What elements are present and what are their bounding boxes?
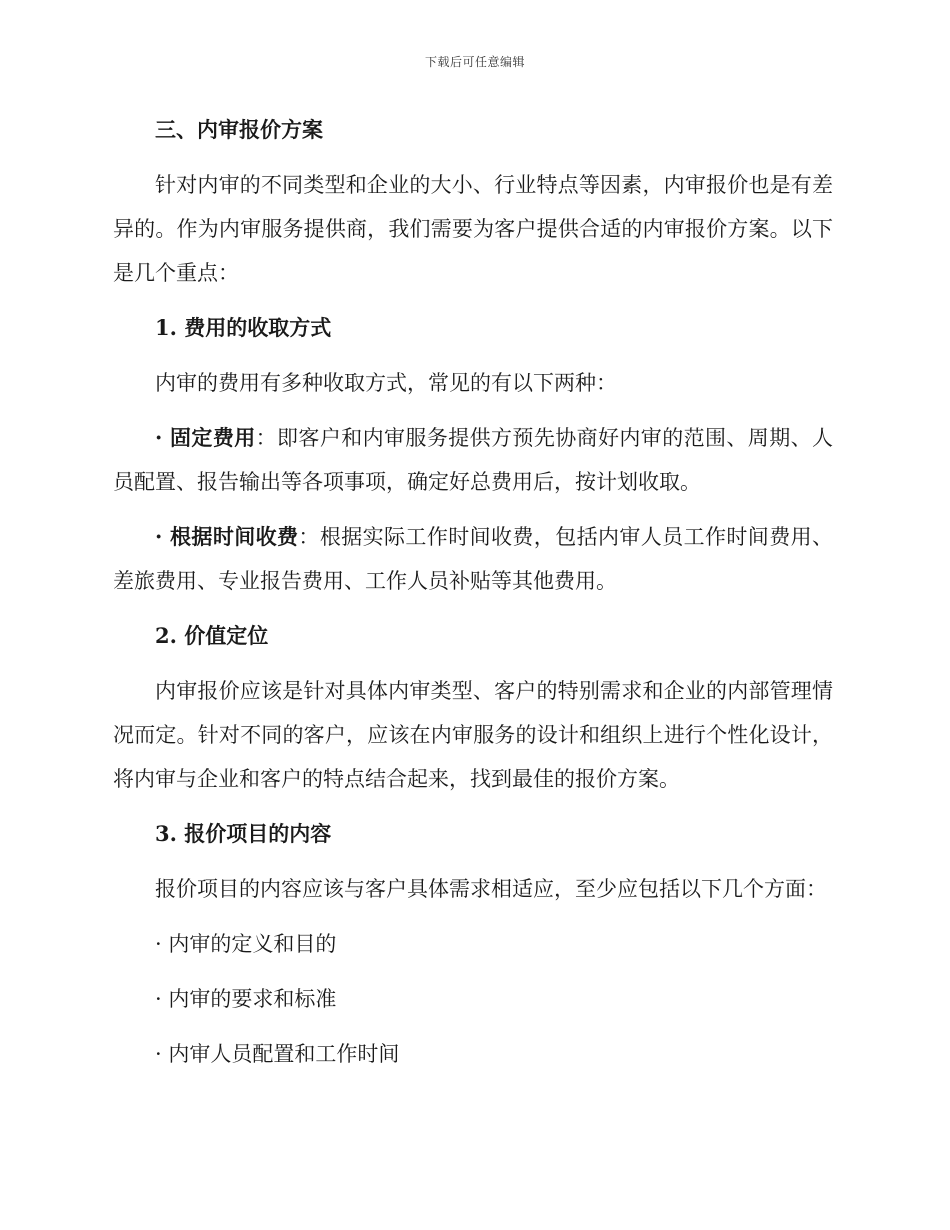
fixed-fee-label: · 固定费用 [155,425,256,450]
document-body [113,108,833,1087]
list-item: · 内审的定义和目的 [155,932,337,956]
time-fee-label: · 根据时间收费 [155,524,299,549]
section-intro-paragraph: 针对内审的不同类型和企业的大小、行业特点等因素，内审报价也是有差异的。作为内审服务提供商，我们需要为客户提供合适的内审报价方案。以下是几个重点： [113,173,833,285]
list-item: · 内审的要求和标准 [155,987,337,1011]
items-intro-paragraph: 报价项目的内容应该与客户具体需求相适应，至少应包括以下几个方面： [155,877,827,901]
section-heading: 三、内审报价方案 [155,117,323,142]
list-item: · 内审人员配置和工作时间 [155,1042,400,1066]
time-fee-paragraph [113,515,833,603]
time-fee-text: ：根据实际工作时间收费，包括内审人员工作时间费用、差旅费用、专业报告费用、工作人员补贴等其他费用。 [113,525,834,593]
page-header: 下载后可任意编辑 [424,55,525,69]
fee-intro-paragraph: 内审的费用有多种收取方式，常见的有以下两种： [155,371,617,395]
fee-heading: 1. 费用的收取方式 [155,315,332,340]
fixed-fee-text: ：即客户和内审服务提供方预先协商好内审的范围、周期、人员配置、报告输出等各项事项，确定好总费用后，按计划收取。 [113,426,834,494]
items-heading: 3. 报价项目的内容 [155,821,332,846]
fixed-fee-paragraph [113,416,833,504]
value-heading: 2. 价值定位 [155,623,269,648]
value-paragraph: 内审报价应该是针对具体内审类型、客户的特别需求和企业的内部管理情况而定。针对不同的客户，应该在内审服务的设计和组织上进行个性化设计，将内审与企业和客户的特点结合起来，找到最佳的报价方案。 [113,679,833,791]
